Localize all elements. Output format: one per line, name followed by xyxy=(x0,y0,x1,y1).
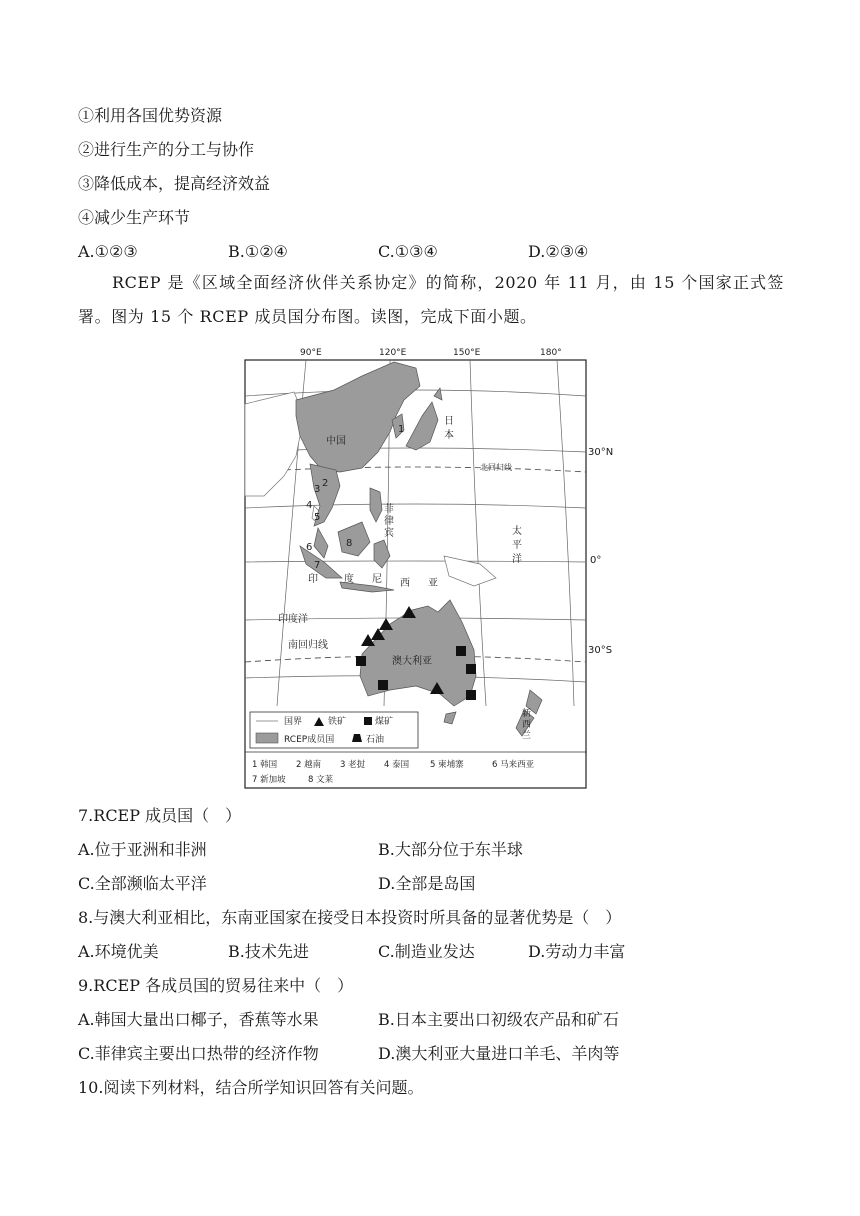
lon-label-90e: 90°E xyxy=(300,348,322,358)
q9-stem: 9.RCEP 各成员国的贸易往来中（ ） xyxy=(78,976,354,995)
label-indian-ocean: 印度洋 xyxy=(278,614,308,625)
legend-member: RCEP成员国 xyxy=(284,735,335,745)
label-new-zealand xyxy=(522,707,531,741)
statement-1: ①利用各国优势资源 xyxy=(78,106,223,125)
lat-label-30n-text: 30°N xyxy=(588,447,614,458)
label-japan-2: 本 xyxy=(444,430,454,441)
lat-label-30s-text: 30°S xyxy=(588,645,613,656)
q6-option-d: D.②③④ xyxy=(528,242,589,261)
label-indonesia-1: 印 xyxy=(308,574,318,585)
label-philippines-2: 律 xyxy=(384,516,394,527)
q7-option-c: C.全部濒临太平洋 xyxy=(78,874,207,893)
coal-marker-5 xyxy=(466,690,476,700)
lon-label-120e: 120°E xyxy=(379,348,407,358)
q9-option-c: C.菲律宾主要出口热带的经济作物 xyxy=(78,1044,319,1063)
key-country-7: 7 新加坡 xyxy=(252,775,286,785)
label-tropic-north: 北回归线 xyxy=(480,463,512,472)
key-country-5: 5 柬埔寨 xyxy=(430,760,464,770)
legend-border: 国界 xyxy=(284,717,303,727)
q9-option-a: A.韩国大量出口椰子，香蕉等水果 xyxy=(78,1010,319,1029)
marker-number-5: 5 xyxy=(314,512,321,523)
legend-member-swatch xyxy=(256,733,278,743)
label-indonesia-2: 度 xyxy=(344,574,354,585)
lat-label-0-text: 0° xyxy=(590,555,602,566)
label-pacific-2: 平 xyxy=(512,540,522,551)
q7-option-d: D.全部是岛国 xyxy=(378,874,476,893)
key-country-8: 8 文莱 xyxy=(308,775,334,785)
intro-paragraph: RCEP 是《区域全面经济伙伴关系协定》的简称，2020 年 11 月，由 15 个国家正式签署。图为 15 个 RCEP 成员国分布图。读图，完成下面小题。 xyxy=(78,273,784,326)
label-china: 中国 xyxy=(326,436,346,447)
marker-number-3: 3 xyxy=(314,484,321,495)
q8-option-d: D.劳动力丰富 xyxy=(528,942,626,961)
coal-marker-1 xyxy=(456,646,466,656)
label-pacific xyxy=(512,524,522,565)
label-australia: 澳大利亚 xyxy=(392,656,432,667)
q7-stem: 7.RCEP 成员国（ ） xyxy=(78,806,242,825)
q8-option-b: B.技术先进 xyxy=(228,942,309,961)
key-country-4: 4 泰国 xyxy=(384,760,410,770)
lon-label-180: 180° xyxy=(540,348,562,358)
label-indonesia-3: 尼 xyxy=(372,574,382,585)
label-tropic-south: 南回归线 xyxy=(288,640,328,651)
lon-label-150e: 150°E xyxy=(453,348,481,358)
legend-oil: 石油 xyxy=(366,735,385,745)
coal-marker-2 xyxy=(466,664,476,674)
label-nz-3: 兰 xyxy=(522,731,532,741)
q6-option-b: B.①②④ xyxy=(228,242,288,261)
q9-option-d: D.澳大利亚大量进口羊毛、羊肉等 xyxy=(378,1044,620,1063)
legend-iron: 铁矿 xyxy=(328,717,347,727)
q7-option-a: A.位于亚洲和非洲 xyxy=(78,840,207,859)
label-pacific-3: 洋 xyxy=(512,554,522,565)
key-country-3: 3 老挝 xyxy=(340,760,366,770)
label-nz-2: 西 xyxy=(522,720,532,730)
label-philippines-1: 菲 xyxy=(384,504,394,515)
label-nz-1: 新 xyxy=(522,709,532,719)
coal-marker-3 xyxy=(356,656,366,666)
rcep-map xyxy=(244,346,588,790)
statement-4: ④减少生产环节 xyxy=(78,208,191,227)
marker-number-8: 8 xyxy=(346,538,353,549)
marker-number-2: 2 xyxy=(322,478,329,489)
label-pacific-1: 太 xyxy=(512,526,522,537)
legend-coal: 煤矿 xyxy=(375,717,394,727)
q8-stem: 8.与澳大利亚相比，东南亚国家在接受日本投资时所具备的显著优势是（ ） xyxy=(78,908,622,927)
marker-number-6: 6 xyxy=(306,542,313,553)
label-indonesia-5: 亚 xyxy=(428,578,438,589)
label-indonesia-4: 西 xyxy=(400,578,410,589)
q8-option-a: A.环境优美 xyxy=(78,942,159,961)
q10-stem: 10.阅读下列材料，结合所学知识回答有关问题。 xyxy=(78,1078,424,1097)
q6-option-a: A.①②③ xyxy=(78,242,138,261)
marker-number-4: 4 xyxy=(306,500,313,511)
q9-option-b: B.日本主要出口初级农产品和矿石 xyxy=(378,1010,619,1029)
marker-number-7: 7 xyxy=(314,560,321,571)
statement-3: ③降低成本，提高经济效益 xyxy=(78,174,271,193)
statement-2: ②进行生产的分工与协作 xyxy=(78,140,255,159)
q6-option-c: C.①③④ xyxy=(378,242,438,261)
label-japan-1: 日 xyxy=(444,416,454,427)
key-country-1: 1 韩国 xyxy=(252,760,278,770)
q8-option-c: C.制造业发达 xyxy=(378,942,475,961)
key-country-6: 6 马来西亚 xyxy=(492,760,535,770)
marker-number-1: 1 xyxy=(398,424,405,435)
q7-option-b: B.大部分位于东半球 xyxy=(378,840,523,859)
key-country-2: 2 越南 xyxy=(296,760,322,770)
legend-coal-icon xyxy=(364,717,372,725)
coal-marker-4 xyxy=(378,680,388,690)
label-philippines-3: 宾 xyxy=(384,528,394,539)
label-philippines xyxy=(384,502,394,539)
